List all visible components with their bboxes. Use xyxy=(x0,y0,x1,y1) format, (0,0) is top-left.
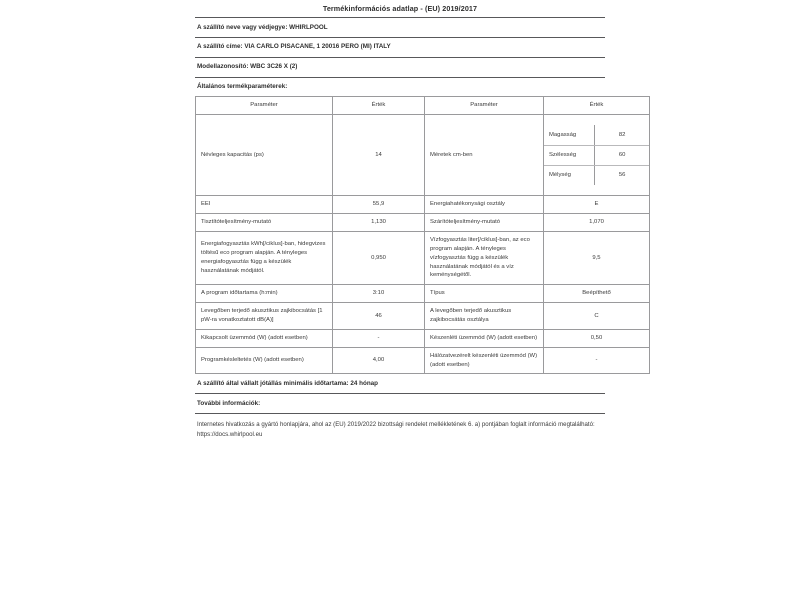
table-row xyxy=(196,285,650,303)
table-row xyxy=(196,115,650,196)
dimension-value-width: 60 xyxy=(595,145,649,165)
parameters-table xyxy=(195,96,650,374)
cell-param-networked-standby-mode: Hálózatvezérelt készenléti üzemmód (W) (adott esetben) xyxy=(425,347,544,374)
dimension-label-height: Magasság xyxy=(544,125,595,145)
cell-param-energy-consumption: Energiafogyasztás kWh[/ciklus]-ban, hidegvizes töltésű eco program alapján. A tényleges energiafogyasztás függ a készülék használatának módjától. xyxy=(196,232,333,285)
cell-value-cleaning-index: 1,130 xyxy=(333,214,425,232)
table-row xyxy=(196,232,650,285)
cell-param-delay-start: Programkésleltetés (W) (adott esetben) xyxy=(196,347,333,374)
cell-param-off-mode: Kikapcsolt üzemmód (W) (adott esetben) xyxy=(196,329,333,347)
cell-param-cleaning-index: Tisztítóteljesítmény-mutató xyxy=(196,214,333,232)
dimension-value-depth: 56 xyxy=(618,172,626,179)
table-row xyxy=(196,329,650,347)
cell-value-dimensions xyxy=(544,115,650,196)
sheet-content xyxy=(195,0,626,443)
warranty-row: A szállító által vállalt jótállás minimális időtartama: 24 hónap xyxy=(197,379,379,387)
table-header-row xyxy=(196,97,650,115)
cell-value-off-mode: - xyxy=(333,329,425,347)
table-row xyxy=(196,196,650,214)
cell-param-drying-index: Szárítóteljesítmény-mutató xyxy=(425,214,544,232)
table-row xyxy=(196,303,650,330)
more-information-heading: További információk: xyxy=(197,399,261,407)
header-parameter-2: Paraméter xyxy=(425,97,544,115)
dimension-row-width xyxy=(544,145,649,165)
document-title: Termékinformációs adatlap - (EU) 2019/2017 xyxy=(322,4,478,13)
cell-param-type: Típus xyxy=(425,285,544,303)
dimension-label-depth: Mélység xyxy=(544,165,595,185)
cell-value-standby-mode: 0,50 xyxy=(544,329,650,347)
cell-param-water-consumption: Vízfogyasztás liter[/ciklus]-ban, az eco program alapján. A tényleges vízfogyasztás függ a készülék használatának módjától és a víz keménységétől. xyxy=(425,232,544,285)
cell-value-noise-class: C xyxy=(544,303,650,330)
cell-param-program-duration: A program időtartama (h:min) xyxy=(196,285,333,303)
cell-param-eei: EEI xyxy=(196,196,333,214)
dimensions-table xyxy=(544,125,649,185)
cell-value-drying-index: 1,070 xyxy=(544,214,650,232)
table-row xyxy=(196,214,650,232)
header-value-2: Érték xyxy=(544,97,650,115)
model-identifier-row: Modellazonosító: WBC 3C26 X (2) xyxy=(197,63,298,71)
cell-value-program-duration: 3:10 xyxy=(333,285,425,303)
dimension-value-height: 82 xyxy=(595,125,649,145)
header-value-1: Érték xyxy=(333,97,425,115)
cell-value-noise-emission: 46 xyxy=(333,303,425,330)
web-reference-note: Internetes hivatkozás a gyártó honlapjára, ahol az (EU) 2019/2022 bizottsági rendelet mellékletének 6. a) pontjában foglalt információ megtalálható: https://docs.whirlpool.eu xyxy=(197,421,595,438)
cell-param-capacity: Névleges kapacitás (ps) xyxy=(196,115,333,196)
cell-value-water-consumption: 9,5 xyxy=(544,232,650,285)
header-parameter-1: Paraméter xyxy=(196,97,333,115)
cell-value-energy-class: E xyxy=(544,196,650,214)
dimension-row-depth xyxy=(544,165,649,185)
supplier-name-row: A szállító neve vagy védjegye: WHIRLPOOL xyxy=(197,23,328,31)
cell-value-capacity: 14 xyxy=(333,115,425,196)
cell-param-standby-mode: Készenléti üzemmód (W) (adott esetben) xyxy=(425,329,544,347)
dimension-row-height xyxy=(544,125,649,145)
cell-value-energy-consumption: 0,950 xyxy=(333,232,425,285)
cell-param-dimensions: Méretek cm-ben xyxy=(425,115,544,196)
cell-value-type: Beépíthető xyxy=(544,285,650,303)
dimension-label-width: Szélesség xyxy=(544,145,595,165)
cell-value-delay-start: 4,00 xyxy=(333,347,425,374)
cell-param-noise-emission: Levegőben terjedő akusztikus zajkibocsátás [1 pW-ra vonatkoztatott dB(A)] xyxy=(196,303,333,330)
cell-value-networked-standby-mode: - xyxy=(544,347,650,374)
cell-value-eei: 55,9 xyxy=(333,196,425,214)
cell-param-energy-class: Energiahatékonysági osztály xyxy=(425,196,544,214)
cell-param-noise-class: A levegőben terjedő akusztikus zajkibocsátás osztálya xyxy=(425,303,544,330)
table-row xyxy=(196,347,650,374)
supplier-address-row: A szállító címe: VIA CARLO PISACANE, 1 20016 PERO (MI) ITALY xyxy=(197,43,391,51)
general-parameters-heading: Általános termékparaméterek: xyxy=(197,83,288,91)
